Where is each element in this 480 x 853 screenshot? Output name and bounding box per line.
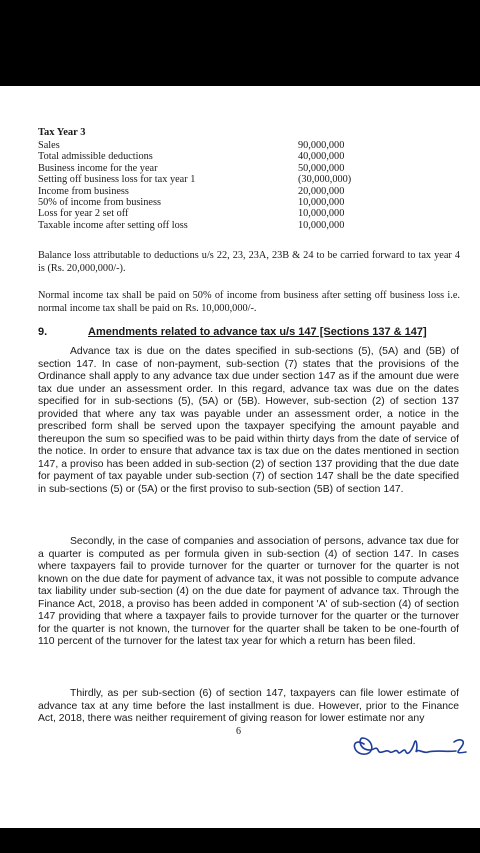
- row-value: 20,000,000: [298, 185, 345, 197]
- table-row: [38, 163, 358, 174]
- row-value: 40,000,000: [298, 151, 345, 163]
- row-value: 90,000,000: [298, 140, 345, 151]
- table-row: [38, 140, 358, 151]
- table-row: [38, 208, 358, 219]
- section-number: 9.: [38, 326, 48, 338]
- table-row: [38, 197, 358, 208]
- row-label: Taxable income after setting off loss: [38, 219, 188, 231]
- tax-year-title: Tax Year 3: [38, 127, 86, 138]
- row-label: Setting off business loss for tax year 1: [38, 174, 196, 186]
- signature-icon: [346, 726, 471, 764]
- row-label: 50% of income from business: [38, 196, 161, 208]
- table-row: [38, 220, 358, 231]
- row-value: 50,000,000: [298, 162, 345, 174]
- tax-year-table: [38, 140, 358, 231]
- table-row: [38, 174, 358, 185]
- row-label: Income from business: [38, 185, 129, 197]
- row-label: Sales: [38, 140, 60, 151]
- table-row: [38, 186, 358, 197]
- row-label: Loss for year 2 set off: [38, 208, 129, 220]
- row-value: (30,000,000): [298, 174, 352, 186]
- row-value: 10,000,000: [298, 219, 345, 231]
- body-paragraph: Secondly, in the case of companies and association of persons, advance tax due for a quarter is computed as per formula given in sub-section (4) of section 147. In cases where taxpayers fail to provide turnover for the quarter or turnover for the quarter is not known on the due date for payment of advance tax, it was not possible to compute advance tax liability under sub-section (4) on the due date for payment of advance tax. Through the Finance Act, 2018, a proviso has been added in component 'A' of sub-section (4) of section 147 providing that where a taxpayer fails to provide turnover for the quarter or the turnover for the quarter is not known, the turnover for the quarter shall be taken to be one-fourth of 110 percent of the turnover for the latest tax year for which a return has been filed.: [38, 536, 459, 647]
- body-paragraph: Advance tax is due on the dates specified in sub-sections (5), (5A) and (5B) of section 147. In case of non-payment, sub-section (7) states that the provisions of the Ordinance shall apply to any advance tax due under section 147 as if the amount due were tax due under an assessment order. In this regard, advance tax was due on the dates specified for in sub-sections (5), (5A) or (5B). However, sub-section (2) of section 137 provided that where any tax was payable under an assessment order, a notice in the prescribed form shall be served upon the taxpayer specifying the amount payable and thereupon the sum so specified was to be paid within thirty days from the date of service of the notice. In order to ensure that advance tax is tax due on the dates mentioned in section 147, a proviso has been added in sub-section (2) of section 137 providing that the due date for payment of tax payable under sub-section (7) of section 147 shall be the date specified in sub-sections (5) or (5A) or the first proviso to sub-section (5B) of section 147.: [38, 346, 459, 495]
- row-label: Total admissible deductions: [38, 151, 153, 163]
- body-paragraph: Thirdly, as per sub-section (6) of section 147, taxpayers can file lower estimate of advance tax at any time before the last installment is due. However, prior to the Finance Act, 2018, there was neither requirement of giving reason for lower estimate nor any: [38, 688, 459, 724]
- row-value: 10,000,000: [298, 208, 345, 220]
- section-title: Amendments related to advance tax u/s 147 [Sections 137 & 147]: [88, 326, 427, 338]
- normal-tax-note: Normal income tax shall be paid on 50% of income from business after setting off business loss i.e. normal income tax shall be paid on Rs. 10,000,000/-.: [38, 290, 460, 314]
- document-page: [0, 86, 480, 828]
- section-heading: [38, 326, 427, 338]
- carry-forward-note: Balance loss attributable to deductions u/s 22, 23, 23A, 23B & 24 to be carried forward to tax year 4 is (Rs. 20,000,000/-).: [38, 250, 460, 274]
- table-row: [38, 151, 358, 162]
- page-number: 6: [236, 726, 241, 737]
- row-value: 10,000,000: [298, 196, 345, 208]
- row-label: Business income for the year: [38, 162, 158, 174]
